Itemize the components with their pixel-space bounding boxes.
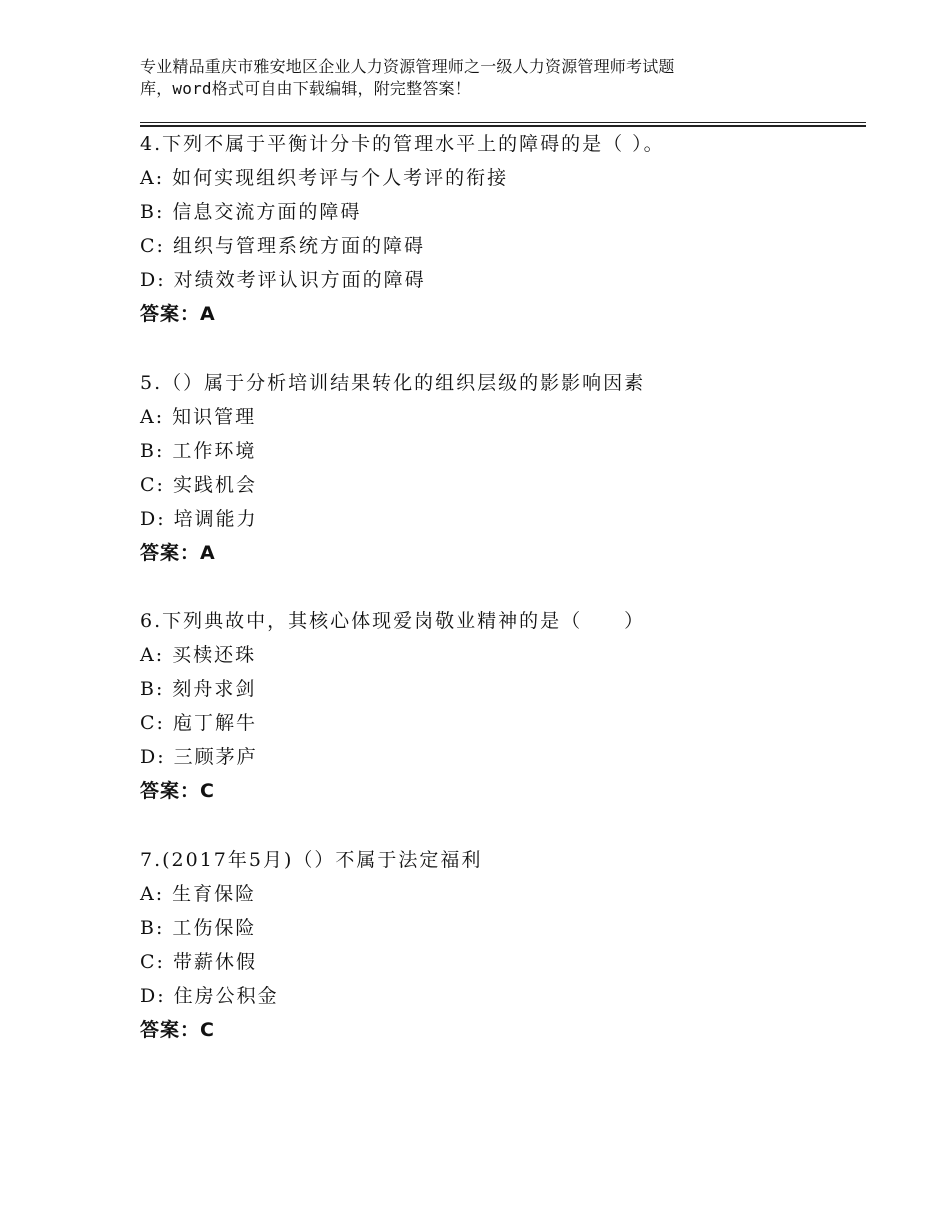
option-a: A: 买椟还珠 bbox=[140, 644, 257, 666]
answer: 答案：A bbox=[140, 303, 216, 325]
option-c: C: 庖丁解牛 bbox=[140, 712, 257, 734]
option-c: C: 带薪休假 bbox=[140, 951, 257, 973]
option-b: B: 工作环境 bbox=[140, 440, 257, 462]
option-d: D: 三顾茅庐 bbox=[140, 746, 258, 768]
option-d: D: 住房公积金 bbox=[140, 985, 279, 1007]
question-block bbox=[140, 604, 860, 808]
option-b: B: 信息交流方面的障碍 bbox=[140, 201, 362, 223]
header-line-2: 库，word格式可自由下载编辑，附完整答案！ bbox=[140, 79, 471, 98]
answer: 答案：C bbox=[140, 780, 215, 802]
header-divider bbox=[140, 122, 866, 123]
option-a: A: 知识管理 bbox=[140, 406, 257, 428]
answer: 答案：C bbox=[140, 1019, 215, 1041]
question-stem: 5.（）属于分析培训结果转化的组织层级的影影响因素 bbox=[140, 372, 646, 394]
question-stem: 6.下列典故中，其核心体现爱岗敬业精神的是（ ） bbox=[140, 610, 646, 632]
header-line-1: 专业精品重庆市雅安地区企业人力资源管理师之一级人力资源管理师考试题 bbox=[140, 57, 675, 76]
option-c: C: 组织与管理系统方面的障碍 bbox=[140, 235, 425, 257]
option-a: A: 生育保险 bbox=[140, 883, 257, 905]
option-b: B: 工伤保险 bbox=[140, 917, 257, 939]
option-d: D: 培调能力 bbox=[140, 508, 258, 530]
question-block bbox=[140, 127, 860, 331]
question-block bbox=[140, 366, 860, 570]
question-stem: 7.(2017年5月)（）不属于法定福利 bbox=[140, 849, 483, 871]
question-stem: 4.下列不属于平衡计分卡的管理水平上的障碍的是（ ）。 bbox=[140, 133, 665, 155]
document-header bbox=[140, 56, 780, 100]
answer: 答案：A bbox=[140, 542, 216, 564]
option-a: A: 如何实现组织考评与个人考评的衔接 bbox=[140, 167, 509, 189]
question-block bbox=[140, 843, 860, 1047]
option-d: D: 对绩效考评认识方面的障碍 bbox=[140, 269, 426, 291]
option-b: B: 刻舟求剑 bbox=[140, 678, 257, 700]
option-c: C: 实践机会 bbox=[140, 474, 257, 496]
